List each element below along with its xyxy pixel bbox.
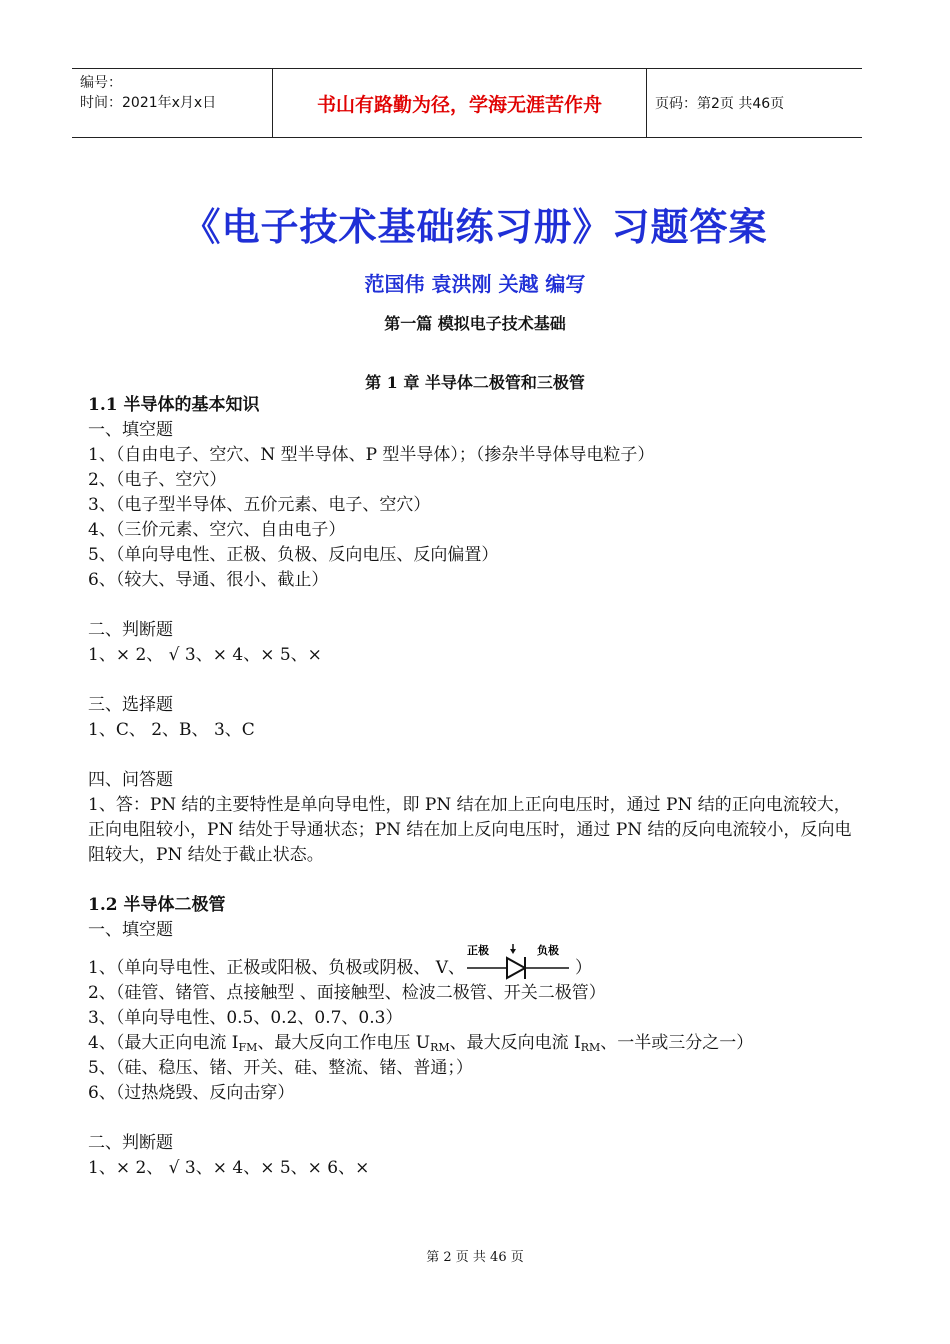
fill-blank-title: 一、填空题: [88, 420, 173, 440]
qa-answer: 1、答：PN 结的主要特性是单向导电性，即 PN 结在加上正向电压时，通过 PN 结的正向电流较大，正向电阻较小，PN 结处于导通状态；PN 结在加上反向电压时，通过 PN 结的反向电流较小，反向电阻较大，PN 结处于截止状态。: [88, 795, 852, 865]
chapter-heading: 第 1 章 半导体二极管和三极管: [365, 373, 585, 392]
answer-line: 3、（电子型半导体、五价元素、电子、空穴）: [88, 495, 431, 515]
qa-title: 四、问答题: [88, 770, 173, 790]
section-heading-1-2: 1.2 半导体二极管: [88, 895, 226, 915]
document-body: [88, 393, 858, 1181]
subscript: RM: [430, 1041, 450, 1054]
answer-line: 2、（电子、空穴）: [88, 470, 227, 490]
answer-line: 1、× 2、 √ 3、× 4、× 5、×: [88, 645, 322, 665]
time-label: 时间：2021年x月x日: [80, 95, 217, 111]
answer-text: 、最大反向工作电压 U: [257, 1033, 431, 1053]
answer-line: 2、（硅管、锗管、点接触型 、面接触型、检波二极管、开关二极管）: [88, 983, 606, 1003]
answer-line: 5、（硅、稳压、锗、开关、硅、整流、锗、普通；）: [88, 1058, 473, 1078]
part-heading: 第一篇 模拟电子技术基础: [384, 314, 566, 333]
page-cell: [647, 69, 862, 137]
answer-line: 1、（自由电子、空穴、N 型半导体、P 型半导体）；（掺杂半导体导电粒子）: [88, 445, 655, 465]
answer-text: 、最大反向电流 I: [449, 1033, 581, 1053]
answer-line: [88, 1031, 858, 1056]
answer-line: 4、（三价元素、空穴、自由电子）: [88, 520, 346, 540]
choice-title: 三、选择题: [88, 695, 173, 715]
answer-text: 、一半或三分之一）: [600, 1033, 754, 1053]
answer-text: 4、（最大正向电流 I: [88, 1033, 239, 1053]
number-label: 编号：: [80, 75, 122, 91]
section-heading-1-1: 1.1 半导体的基本知识: [88, 395, 260, 415]
diode-symbol: [465, 941, 575, 981]
motto: 书山有路勤为径，学海无涯苦作舟: [316, 93, 602, 116]
answer-line: 6、（较大、导通、很小、截止）: [88, 570, 329, 590]
answer-line: 1、× 2、 √ 3、× 4、× 5、× 6、×: [88, 1158, 370, 1178]
judge-title: 二、判断题: [88, 1133, 173, 1153]
fill-blank-title: 一、填空题: [88, 920, 173, 940]
answer-text: 1、（单向导电性、正极或阳极、负极或阴极、 V、: [88, 958, 465, 978]
judge-title: 二、判断题: [88, 620, 173, 640]
document-authors: 范国伟 袁洪刚 关越 编写: [364, 272, 586, 296]
subscript: RM: [580, 1041, 601, 1054]
subscript: FM: [238, 1041, 258, 1054]
diode-cathode-label: 负极: [537, 944, 559, 957]
diode-icon: [465, 941, 575, 981]
page-label: 页码：第2页 共46页: [655, 96, 785, 112]
answer-line: 5、（单向导电性、正极、负极、反向电压、反向偏置）: [88, 545, 499, 565]
answer-line: 6、（过热烧毁、反向击穿）: [88, 1083, 295, 1103]
answer-line: [88, 943, 858, 981]
header-meta-cell: [72, 69, 273, 137]
diode-anode-label: 正极: [467, 944, 489, 957]
header-table: [72, 68, 862, 138]
document-title: 《电子技术基础练习册》习题答案: [182, 204, 768, 249]
answer-line: 3、（单向导电性、0.5、0.2、0.7、0.3）: [88, 1008, 403, 1028]
answer-line: 1、C、 2、B、 3、C: [88, 720, 255, 740]
answer-text: ）: [575, 958, 592, 978]
motto-cell: [273, 69, 647, 137]
page-footer: 第 2 页 共 46 页: [426, 1250, 524, 1265]
